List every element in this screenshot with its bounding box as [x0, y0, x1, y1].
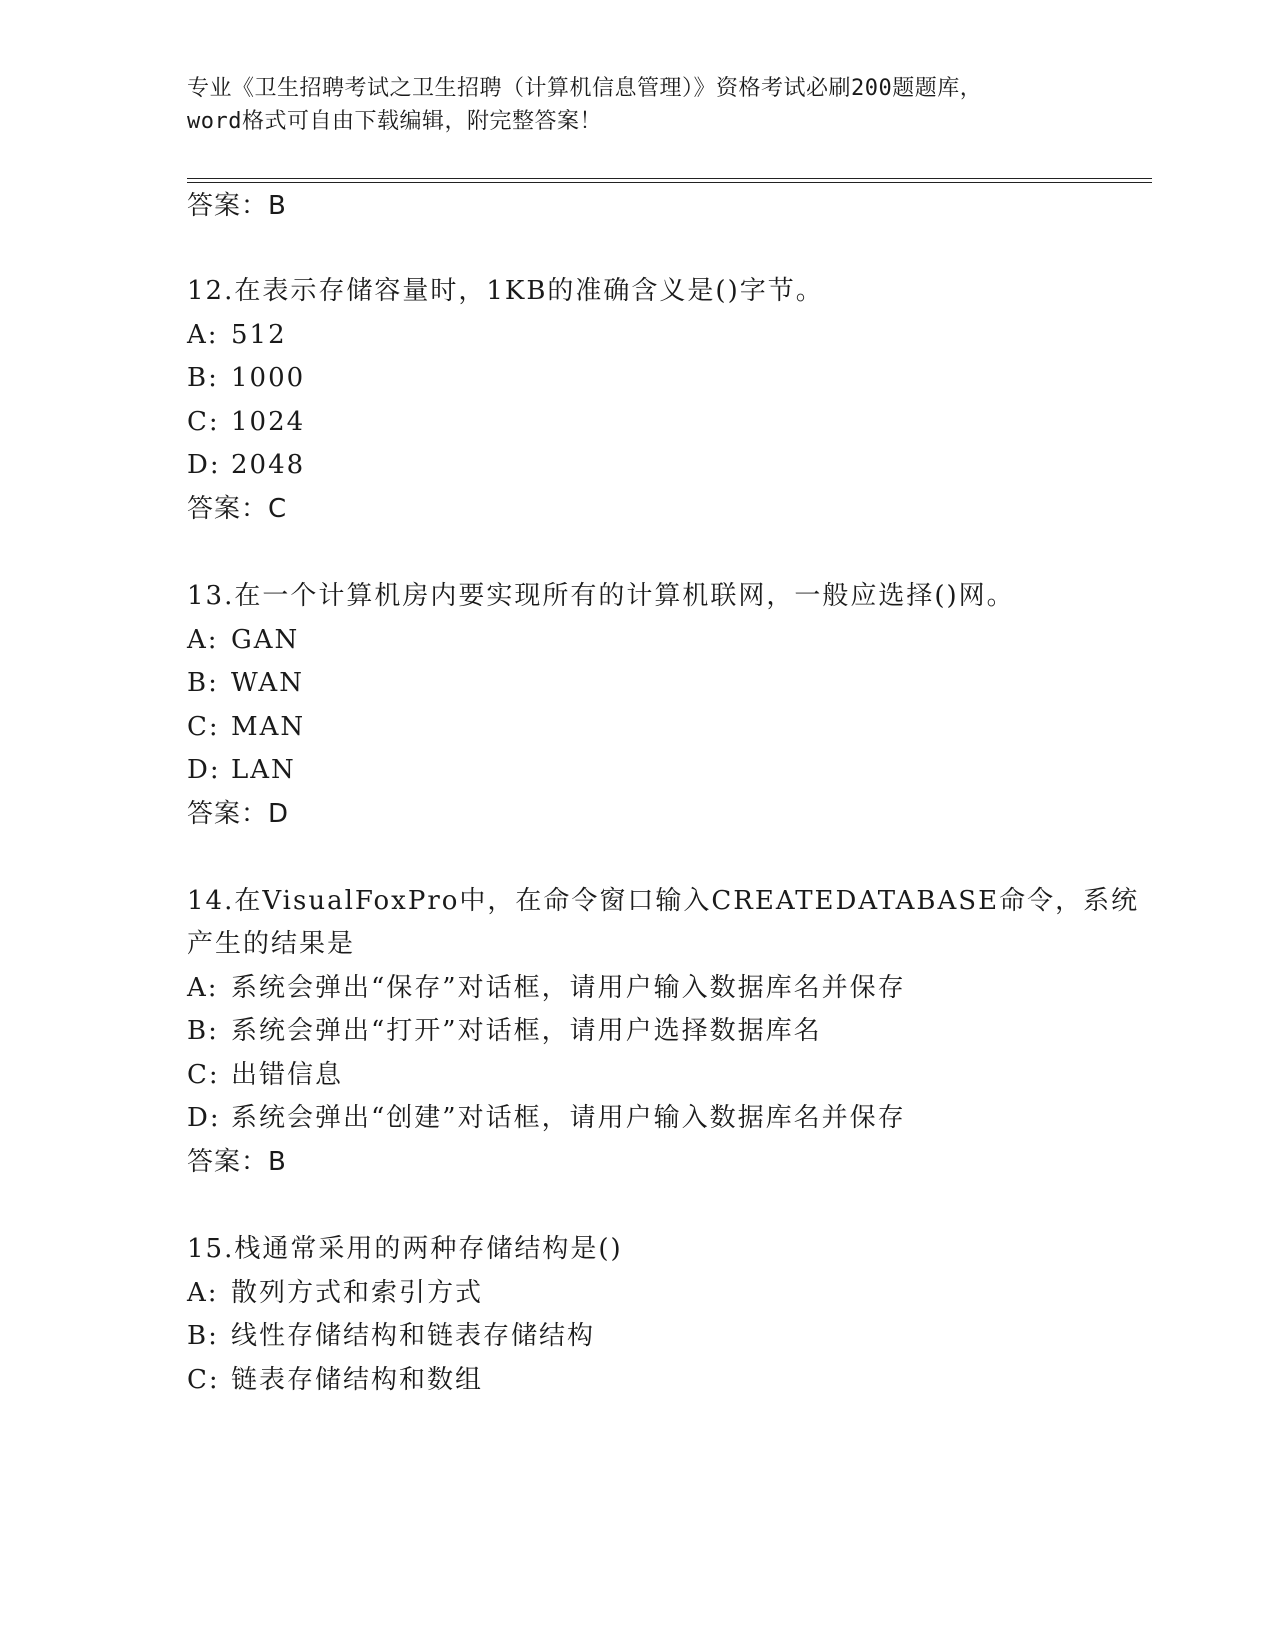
option-text: 线性存储结构和链表存储结构	[231, 1321, 596, 1351]
option-key: B:	[187, 1321, 219, 1351]
answer-13: 答案：D	[187, 799, 290, 829]
option-text: 1024	[231, 407, 306, 437]
option-text: LAN	[231, 755, 296, 785]
question-14-option-d	[187, 1102, 906, 1134]
header-line-2: word格式可自由下载编辑，附完整答案！	[187, 109, 602, 134]
question-12-option-d	[187, 449, 305, 481]
answer-14: 答案：B	[187, 1147, 287, 1177]
question-13-option-d	[187, 754, 296, 786]
option-text: 散列方式和索引方式	[231, 1278, 484, 1308]
question-13-option-c	[187, 711, 305, 743]
question-12-stem: 12.在表示存储容量时，1KB的准确含义是()字节。	[187, 276, 824, 306]
option-key: A:	[187, 973, 219, 1003]
option-key: B:	[187, 668, 219, 698]
question-13-option-a	[187, 624, 299, 656]
option-text: 链表存储结构和数组	[231, 1365, 484, 1395]
option-text: 512	[231, 320, 287, 350]
question-15-option-b	[187, 1320, 595, 1352]
question-14-option-b	[187, 1015, 822, 1047]
option-key: A:	[187, 625, 219, 655]
option-key: C:	[187, 1365, 220, 1395]
question-14-option-c	[187, 1059, 343, 1091]
option-text: 系统会弹出“创建”对话框，请用户输入数据库名并保存	[231, 1103, 906, 1133]
question-13-stem: 13.在一个计算机房内要实现所有的计算机联网，一般应选择()网。	[187, 581, 1015, 611]
header-divider-top	[187, 178, 1152, 179]
question-14-stem-line-1: 14.在VisualFoxPro中，在命令窗口输入CREATEDATABASE命令，系统	[187, 886, 1140, 916]
option-text: 出错信息	[231, 1060, 344, 1090]
question-12-option-c	[187, 406, 305, 438]
option-key: A:	[187, 320, 219, 350]
option-key: C:	[187, 407, 220, 437]
document-header	[187, 72, 1087, 138]
question-12-option-a	[187, 319, 287, 351]
option-key: C:	[187, 1060, 220, 1090]
option-key: D:	[187, 1103, 221, 1133]
answer-12: 答案：C	[187, 494, 288, 524]
option-key: D:	[187, 450, 221, 480]
question-14-stem-line-2: 产生的结果是	[187, 929, 356, 959]
option-text: WAN	[231, 668, 304, 698]
option-text: 1000	[231, 363, 306, 393]
question-12-option-b	[187, 362, 305, 394]
option-key: B:	[187, 1016, 219, 1046]
option-text: MAN	[231, 712, 306, 742]
option-text: GAN	[231, 625, 300, 655]
question-15-option-c	[187, 1364, 483, 1396]
question-14-option-a	[187, 972, 906, 1004]
option-key: C:	[187, 712, 220, 742]
option-text: 2048	[231, 450, 306, 480]
question-15-option-a	[187, 1277, 483, 1309]
option-text: 系统会弹出“打开”对话框，请用户选择数据库名	[231, 1016, 822, 1046]
answer-11: 答案：B	[187, 191, 287, 221]
question-13-option-b	[187, 667, 304, 699]
option-text: 系统会弹出“保存”对话框，请用户输入数据库名并保存	[231, 973, 906, 1003]
header-line-1: 专业《卫生招聘考试之卫生招聘（计算机信息管理）》资格考试必刷200题题库，	[187, 76, 983, 101]
option-key: A:	[187, 1278, 219, 1308]
option-key: D:	[187, 755, 221, 785]
question-15-stem: 15.栈通常采用的两种存储结构是()	[187, 1234, 623, 1264]
header-divider-bottom	[187, 182, 1152, 183]
option-key: B:	[187, 363, 219, 393]
